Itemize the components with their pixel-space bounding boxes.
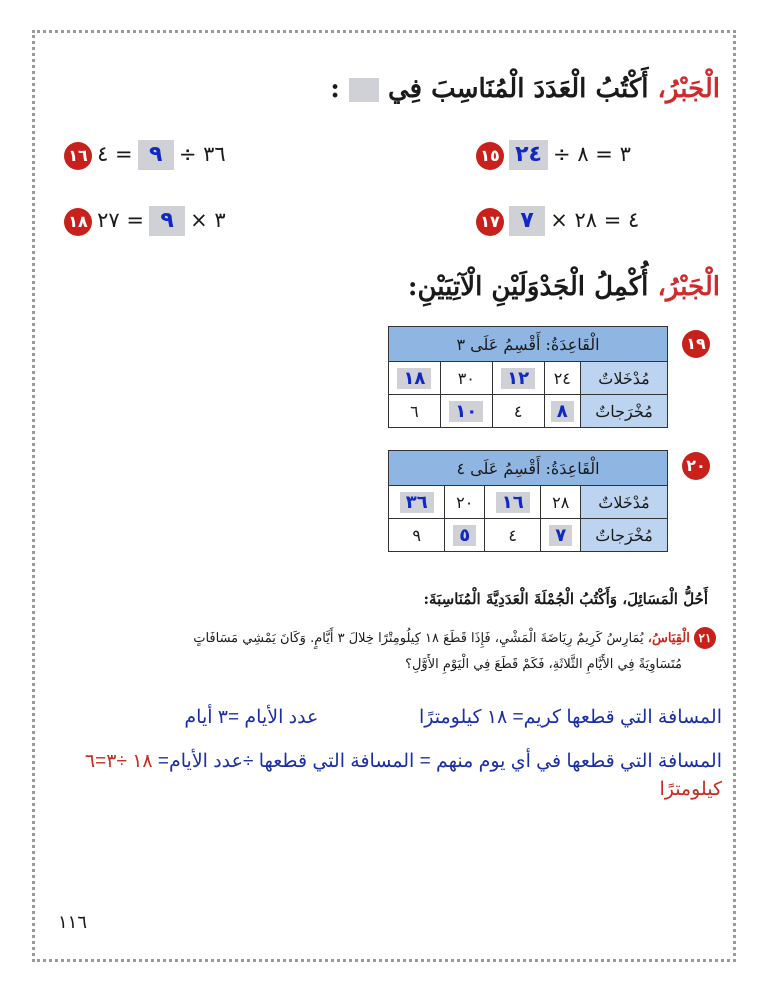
table-row-outputs (389, 395, 668, 428)
table-cell (544, 395, 580, 428)
cell-value: ٤ (508, 525, 517, 545)
cell-answer: ١٠ (449, 401, 483, 422)
problem-number-badge: ٢١ (694, 627, 716, 649)
problem-number-badge: ٢٠ (682, 452, 710, 480)
table-cell (389, 519, 445, 552)
cell-answer: ١٦ (496, 492, 530, 513)
problem-16 (64, 140, 324, 170)
table-cell (440, 362, 492, 395)
problem-21-line1 (56, 626, 716, 652)
table-cell (485, 486, 541, 519)
table-cell (492, 362, 544, 395)
table-cell (440, 395, 492, 428)
answer-unit: كيلومترًا (659, 779, 722, 800)
problem-21 (56, 626, 716, 678)
problem-19-badge (682, 330, 710, 358)
table-row-inputs (389, 486, 668, 519)
cell-answer: ١٨ (397, 368, 431, 389)
cell-value: ٢٠ (456, 492, 474, 512)
cell-value: ٣٠ (457, 368, 475, 388)
cell-answer: ٥ (453, 525, 476, 546)
table-cell (485, 519, 541, 552)
problem-text: مُتَسَاوِيَةً فِي الأَيَّامِ الثَّلاثَةِ، فَكَمْ قَطَعَ فِي الْيَوْمِ الأَوَّلِ؟ (405, 657, 682, 672)
heading-tag: الْجَبْرُ، (657, 272, 720, 302)
row-label-inputs: مُدْخَلاتٌ (581, 486, 668, 519)
problem-17 (476, 206, 716, 236)
table-cell (492, 395, 544, 428)
table-cell (541, 519, 581, 552)
answer-box: ٩ (138, 140, 174, 170)
table-cell (389, 486, 445, 519)
answer-formula: المسافة التي قطعها في أي يوم منهم = المسافة التي قطعها ÷عدد الأيام= (157, 751, 722, 772)
problem-tag: الْقِيَاسُ، (647, 631, 690, 646)
table-rule-divide-4 (388, 450, 668, 552)
equation-text: × ٤ = ٢٨ (550, 208, 640, 232)
answer-calculation: ١٨ ÷٣=٦ (84, 751, 153, 772)
page-number: ١١٦ (58, 912, 88, 933)
problem-number-badge: ١٥ (476, 142, 504, 170)
answer-box: ٢٤ (509, 140, 548, 170)
table-row-outputs (389, 519, 668, 552)
answer-box: ٧ (509, 206, 545, 236)
equation-text: ٣ × (190, 208, 226, 232)
heading-tag: الْجَبْرُ، (657, 74, 720, 104)
heading-text: أَكْتُبُ الْعَدَدَ الْمُنَاسِبَ فِي (388, 74, 649, 104)
problem-15 (476, 140, 716, 170)
row-label-outputs: مُخْرَجاتٌ (581, 395, 668, 428)
answer-line-1 (46, 706, 722, 729)
row-label-outputs: مُخْرَجاتٌ (581, 519, 668, 552)
problem-text: يُمَارِسُ كَرِيمٌ رِيَاضَةَ الْمَشْيِ، فَإِذَا قَطَعَ ١٨ كِيلُومِتْرًا خِلالَ ٣ أَيَّامٍ. وَكَانَ يَمْشِي مَسَافَاتٍ (193, 631, 644, 646)
equation-text: ÷ ٣ = ٨ (553, 142, 631, 166)
answer-line-2 (46, 748, 722, 804)
section-instructions: أَحُلُّ الْمَسَائِلَ، وَأَكْتُبُ الْجُمْلَةَ الْعَدَدِيَّةَ الْمُنَاسِبَةَ: (423, 590, 708, 608)
heading-suffix: : (330, 74, 340, 104)
heading-text: أُكْمِلُ الْجَدْوَلَيْنِ الْآتِيَيْنِ: (407, 272, 649, 302)
table-cell (544, 362, 580, 395)
table-rule-header: الْقَاعِدَةُ: أَقْسِمُ عَلَى ٤ (389, 451, 668, 486)
table-rule-header: الْقَاعِدَةُ: أَقْسِمُ عَلَى ٣ (389, 327, 668, 362)
blank-box-icon (349, 78, 379, 102)
answer-box: ٩ (149, 206, 185, 236)
table-cell (445, 486, 485, 519)
equation-text: ٣٦ ÷ (178, 142, 226, 166)
cell-answer: ٨ (551, 401, 574, 422)
answer-days: عدد الأيام =٣ أيام (184, 707, 319, 728)
table-cell (389, 362, 441, 395)
table-cell (445, 519, 485, 552)
cell-value: ٢٤ (553, 368, 571, 388)
problem-20-badge (682, 452, 710, 480)
table-cell (541, 486, 581, 519)
answer-distance: المسافة التي قطعها كريم= ١٨ كيلومترًا (418, 707, 722, 728)
cell-value: ٩ (412, 525, 421, 545)
cell-value: ٦ (410, 401, 419, 421)
cell-answer: ٣٦ (400, 492, 434, 513)
cell-value: ٢٨ (552, 492, 570, 512)
equation-text: = ٤ (97, 142, 133, 166)
problem-number-badge: ١٨ (64, 208, 92, 236)
heading-complete-tables (408, 272, 720, 302)
problem-number-badge: ١٧ (476, 208, 504, 236)
problem-number-badge: ١٩ (682, 330, 710, 358)
table-rule-divide-3 (388, 326, 668, 428)
equation-text: = ٢٧ (97, 208, 144, 232)
problem-number-badge: ١٦ (64, 142, 92, 170)
table-row-inputs (389, 362, 668, 395)
table-cell (389, 395, 441, 428)
cell-answer: ١٢ (501, 368, 535, 389)
cell-value: ٤ (513, 401, 523, 421)
row-label-inputs: مُدْخَلاتٌ (581, 362, 668, 395)
heading-fill-number (330, 74, 720, 104)
cell-answer: ٧ (549, 525, 572, 546)
problem-18 (64, 206, 324, 236)
